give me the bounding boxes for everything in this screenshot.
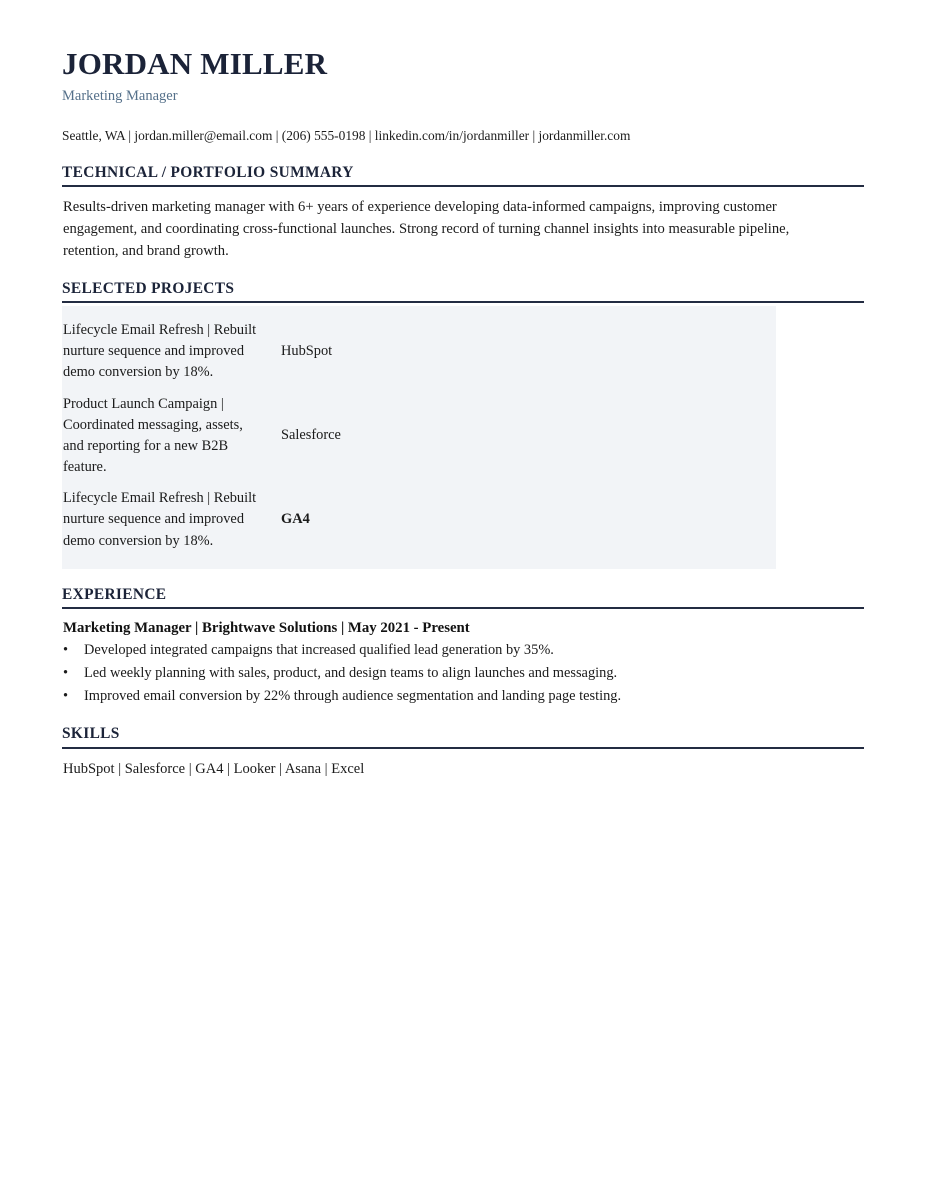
project-description: Lifecycle Email Refresh | Rebuilt nurture sequence and improved demo conversion by 18%. bbox=[63, 490, 257, 549]
summary-text: Results-driven marketing manager with 6+ years of experience developing data-informed campaigns, improving customer engagement, and coordinating cross-functional launches. Strong record of turning channel insights into measurable pipeline, retention, and brand growth. bbox=[63, 199, 790, 260]
section-rule-experience bbox=[62, 607, 864, 609]
skills-text: HubSpot | Salesforce | GA4 | Looker | Asana | Excel bbox=[63, 760, 365, 777]
project-tool: Salesforce bbox=[281, 427, 341, 444]
section-rule-projects bbox=[62, 301, 864, 303]
bullet-text: Led weekly planning with sales, product, and design teams to align launches and messaging. bbox=[84, 665, 618, 682]
resume-header bbox=[62, 46, 864, 146]
section-heading-experience: EXPERIENCE bbox=[62, 585, 167, 603]
job-heading: Marketing Manager | Brightwave Solutions | May 2021 - Present bbox=[63, 620, 470, 637]
section-heading-summary: TECHNICAL / PORTFOLIO SUMMARY bbox=[62, 163, 354, 181]
table-row bbox=[62, 483, 776, 557]
bullet-icon: • bbox=[63, 642, 69, 659]
project-tool: HubSpot bbox=[281, 343, 333, 360]
project-description: Product Launch Campaign | Coordinated messaging, assets, and reporting for a new B2B feature. bbox=[63, 395, 243, 476]
section-selected-projects bbox=[62, 280, 864, 569]
list-item bbox=[63, 640, 864, 662]
list-item bbox=[63, 686, 864, 708]
project-tool: GA4 bbox=[281, 511, 310, 528]
section-experience bbox=[62, 586, 864, 708]
section-heading-skills: SKILLS bbox=[62, 725, 120, 743]
table-row bbox=[62, 389, 776, 484]
table-row bbox=[62, 315, 776, 389]
candidate-name: JORDAN MILLER bbox=[62, 46, 328, 81]
section-rule-skills bbox=[62, 747, 864, 749]
section-skills bbox=[62, 725, 864, 780]
bullet-icon: • bbox=[63, 688, 69, 705]
bullet-text: Improved email conversion by 22% through audience segmentation and landing page testing. bbox=[84, 688, 622, 705]
project-description: Lifecycle Email Refresh | Rebuilt nurture sequence and improved demo conversion by 18%. bbox=[63, 322, 257, 381]
section-heading-projects: SELECTED PROJECTS bbox=[62, 279, 235, 297]
bullet-text: Developed integrated campaigns that increased qualified lead generation by 35%. bbox=[84, 642, 554, 659]
list-item bbox=[63, 663, 864, 685]
projects-table-container bbox=[62, 306, 776, 569]
projects-table bbox=[62, 315, 776, 557]
candidate-job-title: Marketing Manager bbox=[62, 87, 178, 104]
bullet-icon: • bbox=[63, 665, 69, 682]
experience-bullet-list bbox=[62, 640, 864, 708]
section-technical-portfolio-summary bbox=[62, 164, 864, 263]
contact-line: Seattle, WA | jordan.miller@email.com | (206) 555-0198 | linkedin.com/in/jordanmiller | jordanmiller.com bbox=[62, 128, 631, 144]
section-rule-summary bbox=[62, 185, 864, 187]
